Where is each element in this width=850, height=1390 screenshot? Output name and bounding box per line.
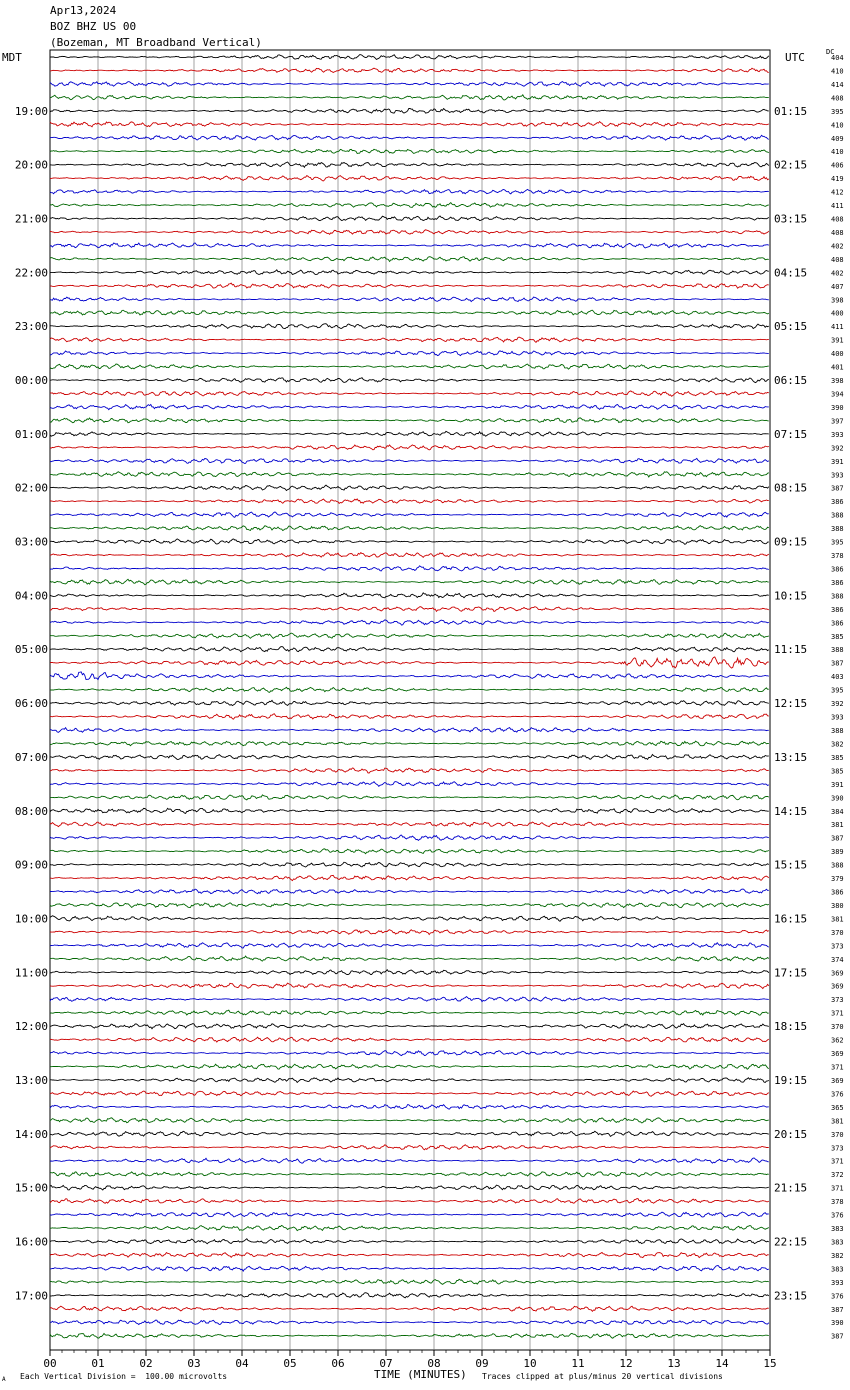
trace-line bbox=[50, 1145, 769, 1150]
left-hour-label: 15:00 bbox=[14, 1181, 48, 1195]
trace-line bbox=[50, 176, 769, 181]
dc-offset-label: 406 bbox=[831, 161, 844, 170]
dc-offset-label: 369 bbox=[831, 969, 844, 978]
dc-offset-label: 398 bbox=[831, 296, 844, 305]
trace-line bbox=[50, 526, 769, 531]
left-hour-label: 17:00 bbox=[14, 1289, 48, 1303]
corner-mark: A bbox=[2, 1376, 6, 1383]
trace-line bbox=[50, 916, 769, 922]
dc-offset-label: 393 bbox=[831, 471, 844, 480]
dc-offset-label: 411 bbox=[831, 202, 844, 211]
left-hour-label: 19:00 bbox=[14, 104, 48, 118]
left-timezone-label: MDT bbox=[2, 51, 22, 64]
trace-line bbox=[50, 189, 769, 194]
trace-line bbox=[50, 607, 769, 612]
trace-line bbox=[50, 135, 769, 140]
trace-line bbox=[50, 714, 769, 719]
trace-line bbox=[50, 391, 769, 396]
left-hour-label: 02:00 bbox=[14, 481, 48, 495]
trace-line bbox=[50, 270, 769, 275]
dc-offset-label: 402 bbox=[831, 269, 844, 278]
dc-offset-label: 373 bbox=[831, 1144, 844, 1153]
dc-offset-label: 388 bbox=[831, 861, 844, 870]
right-hour-label: 16:15 bbox=[774, 912, 808, 926]
dc-offset-label: 400 bbox=[831, 350, 844, 359]
trace-line bbox=[50, 458, 769, 463]
trace-line bbox=[50, 1091, 769, 1096]
trace-line bbox=[50, 203, 769, 208]
right-hour-label: 19:15 bbox=[774, 1073, 808, 1087]
dc-offset-label: 369 bbox=[831, 1050, 844, 1059]
trace-line bbox=[50, 1158, 769, 1163]
trace-line bbox=[50, 1064, 769, 1069]
dc-offset-label: 371 bbox=[831, 1009, 844, 1018]
dc-offset-label: 404 bbox=[831, 54, 844, 62]
trace-line bbox=[50, 1010, 769, 1015]
left-hour-label: 21:00 bbox=[14, 212, 48, 226]
trace-line bbox=[50, 672, 769, 680]
trace-line bbox=[50, 1306, 769, 1311]
right-hour-label: 09:15 bbox=[774, 535, 808, 549]
x-axis-label: TIME (MINUTES) bbox=[374, 1368, 467, 1381]
scale-note: Each Vertical Division = 100.00 microvolts bbox=[20, 1372, 228, 1381]
trace-line bbox=[50, 55, 769, 60]
right-hour-label: 21:15 bbox=[774, 1181, 808, 1195]
trace-line bbox=[50, 930, 769, 935]
dc-offset-label: 392 bbox=[831, 444, 844, 453]
trace-line bbox=[50, 808, 769, 813]
right-hour-label: 13:15 bbox=[774, 750, 808, 764]
trace-line bbox=[50, 795, 769, 800]
left-hour-label: 09:00 bbox=[14, 858, 48, 872]
trace-line bbox=[50, 68, 769, 72]
x-tick-label: 05 bbox=[283, 1357, 297, 1370]
trace-line bbox=[50, 835, 769, 840]
x-tick-label: 06 bbox=[331, 1357, 345, 1370]
dc-offset-label: 370 bbox=[831, 1023, 844, 1032]
dc-offset-label: 378 bbox=[831, 552, 844, 561]
dc-offset-label: 369 bbox=[831, 1076, 844, 1085]
station-description: (Bozeman, MT Broadband Vertical) bbox=[50, 36, 262, 49]
right-hour-label: 03:15 bbox=[774, 212, 808, 226]
dc-offset-label: 388 bbox=[831, 525, 844, 534]
trace-line bbox=[50, 512, 769, 517]
dc-offset-label: 387 bbox=[831, 484, 844, 493]
trace-line bbox=[50, 1266, 769, 1272]
dc-offset-label: 386 bbox=[831, 565, 844, 574]
trace-line bbox=[50, 620, 769, 625]
trace-line bbox=[50, 445, 769, 450]
x-tick-label: 11 bbox=[571, 1357, 585, 1370]
trace-line bbox=[50, 997, 769, 1002]
trace-line bbox=[50, 1279, 769, 1284]
trace-line bbox=[50, 499, 769, 504]
trace-line bbox=[50, 755, 769, 760]
dc-offset-label: 371 bbox=[831, 1157, 844, 1166]
trace-line bbox=[50, 149, 769, 153]
trace-line bbox=[50, 1105, 769, 1109]
left-hour-label: 07:00 bbox=[14, 750, 48, 764]
left-hour-label: 22:00 bbox=[14, 266, 48, 280]
dc-offset-label: 381 bbox=[831, 915, 844, 924]
dc-offset-label: 374 bbox=[831, 955, 844, 964]
dc-offset-label: 408 bbox=[831, 94, 844, 103]
x-tick-label: 00 bbox=[43, 1357, 57, 1370]
trace-line bbox=[50, 1253, 769, 1258]
trace-line bbox=[50, 1333, 769, 1338]
trace-line bbox=[50, 849, 769, 854]
trace-line bbox=[50, 647, 769, 652]
dc-offset-label: 384 bbox=[831, 807, 844, 816]
dc-offset-label: 395 bbox=[831, 686, 844, 695]
trace-line bbox=[50, 230, 769, 235]
dc-offset-label: 365 bbox=[831, 1103, 844, 1112]
station-label: BOZ BHZ US 00 bbox=[50, 20, 137, 33]
dc-offset-label: 362 bbox=[831, 1036, 844, 1045]
trace-line bbox=[50, 741, 769, 746]
dc-offset-label: 386 bbox=[831, 888, 844, 897]
trace-line bbox=[50, 283, 769, 288]
trace-line bbox=[50, 122, 769, 127]
dc-offset-label: 402 bbox=[831, 242, 844, 251]
left-hour-label: 23:00 bbox=[14, 320, 48, 334]
trace-line bbox=[50, 903, 769, 908]
dc-offset-label: 382 bbox=[831, 740, 844, 749]
trace-line bbox=[50, 1239, 769, 1244]
dc-offset-label: 400 bbox=[831, 309, 844, 318]
dc-offset-label: 370 bbox=[831, 928, 844, 937]
trace-line bbox=[50, 687, 769, 692]
trace-line bbox=[50, 310, 769, 315]
dc-offset-label: 385 bbox=[831, 753, 844, 762]
left-hour-label: 01:00 bbox=[14, 427, 48, 441]
clip-note: Traces clipped at plus/minus 20 vertical divisions bbox=[482, 1372, 723, 1381]
dc-offset-label: 398 bbox=[831, 377, 844, 386]
dc-offset-label: 391 bbox=[831, 780, 844, 789]
dc-offset-label: 385 bbox=[831, 767, 844, 776]
dc-offset-label: 383 bbox=[831, 1265, 844, 1274]
right-hour-label: 14:15 bbox=[774, 804, 808, 818]
right-hour-label: 11:15 bbox=[774, 643, 808, 657]
dc-offset-label: 401 bbox=[831, 363, 844, 372]
trace-line bbox=[50, 875, 769, 880]
right-hour-label: 10:15 bbox=[774, 589, 808, 603]
trace-line bbox=[50, 378, 769, 383]
dc-offset-label: 382 bbox=[831, 1251, 844, 1260]
trace-line bbox=[50, 82, 769, 87]
trace-line bbox=[50, 822, 769, 827]
trace-line bbox=[50, 768, 769, 773]
dc-offset-label: 379 bbox=[831, 875, 844, 884]
trace-line bbox=[50, 782, 769, 787]
left-hour-label: 20:00 bbox=[14, 158, 48, 172]
x-tick-label: 03 bbox=[187, 1357, 201, 1370]
trace-line bbox=[50, 889, 769, 894]
trace-line bbox=[50, 1131, 769, 1136]
trace-line bbox=[50, 1037, 769, 1042]
dc-offset-label: 395 bbox=[831, 538, 844, 547]
x-tick-label: 12 bbox=[619, 1357, 633, 1370]
x-tick-label: 02 bbox=[139, 1357, 153, 1370]
right-hour-label: 07:15 bbox=[774, 427, 808, 441]
dc-offset-label: 386 bbox=[831, 498, 844, 507]
right-hour-label: 23:15 bbox=[774, 1289, 808, 1303]
left-hour-label: 10:00 bbox=[14, 912, 48, 926]
trace-line bbox=[50, 324, 769, 329]
dc-offset-label: 373 bbox=[831, 942, 844, 951]
trace-line bbox=[50, 983, 769, 988]
left-hour-label: 06:00 bbox=[14, 697, 48, 711]
dc-offset-label: 383 bbox=[831, 1225, 844, 1234]
right-timezone-label: UTC bbox=[785, 51, 805, 64]
x-tick-label: 09 bbox=[475, 1357, 489, 1370]
left-hour-label: 05:00 bbox=[14, 643, 48, 657]
dc-offset-label: 408 bbox=[831, 228, 844, 237]
dc-offset-label: 371 bbox=[831, 1063, 844, 1072]
x-tick-label: 07 bbox=[379, 1357, 393, 1370]
dc-offset-label: 381 bbox=[831, 1117, 844, 1126]
dc-label: DC bbox=[826, 48, 835, 56]
dc-offset-label: 376 bbox=[831, 1211, 844, 1220]
trace-line bbox=[50, 566, 769, 571]
right-hour-label: 05:15 bbox=[774, 320, 808, 334]
dc-offset-label: 403 bbox=[831, 673, 844, 682]
right-hour-label: 01:15 bbox=[774, 104, 808, 118]
dc-offset-label: 412 bbox=[831, 188, 844, 197]
x-tick-label: 04 bbox=[235, 1357, 249, 1370]
dc-offset-label: 388 bbox=[831, 727, 844, 735]
x-tick-label: 13 bbox=[667, 1357, 681, 1370]
dc-offset-label: 376 bbox=[831, 1090, 844, 1099]
x-tick-label: 10 bbox=[523, 1357, 537, 1370]
right-hour-label: 20:15 bbox=[774, 1127, 808, 1141]
dc-offset-label: 391 bbox=[831, 457, 844, 466]
right-hour-label: 06:15 bbox=[774, 374, 808, 388]
left-hour-label: 11:00 bbox=[14, 966, 48, 980]
dc-offset-label: 392 bbox=[831, 700, 844, 709]
dc-offset-label: 397 bbox=[831, 417, 844, 426]
left-hour-label: 12:00 bbox=[14, 1020, 48, 1034]
dc-offset-label: 390 bbox=[831, 794, 844, 803]
right-hour-label: 17:15 bbox=[774, 966, 808, 980]
trace-line bbox=[50, 593, 769, 598]
dc-offset-label: 411 bbox=[831, 323, 844, 332]
dc-offset-label: 414 bbox=[831, 80, 844, 89]
dc-offset-label: 419 bbox=[831, 175, 844, 184]
trace-line bbox=[50, 728, 769, 733]
dc-offset-label: 380 bbox=[831, 901, 844, 910]
date-label: Apr13,2024 bbox=[50, 4, 117, 17]
dc-offset-label: 385 bbox=[831, 632, 844, 641]
x-tick-label: 08 bbox=[427, 1357, 441, 1370]
trace-line bbox=[50, 418, 769, 423]
trace-line bbox=[50, 539, 769, 544]
dc-offset-label: 391 bbox=[831, 336, 844, 345]
trace-line bbox=[50, 297, 769, 302]
dc-offset-label: 371 bbox=[831, 1184, 844, 1193]
trace-line bbox=[50, 862, 769, 867]
dc-offset-label: 407 bbox=[831, 282, 844, 291]
dc-offset-label: 408 bbox=[831, 255, 844, 264]
left-hour-label: 16:00 bbox=[14, 1235, 48, 1249]
trace-line bbox=[50, 657, 769, 668]
dc-offset-label: 410 bbox=[831, 121, 844, 130]
dc-offset-label: 393 bbox=[831, 1278, 844, 1287]
trace-line bbox=[50, 1051, 769, 1056]
trace-line bbox=[50, 553, 769, 558]
trace-line bbox=[50, 243, 769, 248]
trace-line bbox=[50, 1078, 769, 1083]
trace-line bbox=[50, 162, 769, 167]
dc-offset-label: 372 bbox=[831, 1171, 844, 1180]
dc-offset-label: 373 bbox=[831, 996, 844, 1005]
trace-line bbox=[50, 1320, 769, 1324]
dc-offset-label: 387 bbox=[831, 1332, 844, 1341]
trace-line bbox=[50, 970, 769, 975]
dc-offset-label: 410 bbox=[831, 148, 844, 157]
trace-line bbox=[50, 1024, 769, 1029]
dc-offset-label: 394 bbox=[831, 390, 844, 399]
x-tick-label: 14 bbox=[715, 1357, 729, 1370]
dc-offset-label: 388 bbox=[831, 511, 844, 520]
dc-offset-label: 387 bbox=[831, 659, 844, 668]
right-hour-label: 08:15 bbox=[774, 481, 808, 495]
dc-offset-label: 387 bbox=[831, 834, 844, 843]
dc-offset-label: 390 bbox=[831, 1319, 844, 1328]
trace-line bbox=[50, 1118, 769, 1123]
trace-line bbox=[50, 1293, 769, 1298]
trace-line bbox=[50, 1212, 769, 1217]
trace-line bbox=[50, 257, 769, 262]
trace-line bbox=[50, 351, 769, 356]
right-hour-label: 15:15 bbox=[774, 858, 808, 872]
dc-offset-label: 386 bbox=[831, 605, 844, 614]
trace-line bbox=[50, 485, 769, 490]
left-hour-label: 14:00 bbox=[14, 1127, 48, 1141]
dc-offset-label: 378 bbox=[831, 1198, 844, 1207]
dc-offset-label: 386 bbox=[831, 619, 844, 628]
left-hour-label: 03:00 bbox=[14, 535, 48, 549]
right-hour-label: 12:15 bbox=[774, 697, 808, 711]
dc-offset-label: 369 bbox=[831, 982, 844, 991]
right-hour-label: 18:15 bbox=[774, 1020, 808, 1034]
trace-line bbox=[50, 1185, 769, 1190]
trace-line bbox=[50, 431, 769, 436]
dc-offset-label: 376 bbox=[831, 1292, 844, 1301]
trace-line bbox=[50, 472, 769, 477]
right-hour-label: 02:15 bbox=[774, 158, 808, 172]
dc-offset-label: 386 bbox=[831, 578, 844, 587]
trace-line bbox=[50, 943, 769, 948]
left-hour-label: 04:00 bbox=[14, 589, 48, 603]
x-tick-label: 01 bbox=[91, 1357, 105, 1370]
trace-line bbox=[50, 1199, 769, 1204]
left-hour-label: 13:00 bbox=[14, 1073, 48, 1087]
trace-line bbox=[50, 364, 769, 369]
left-hour-label: 08:00 bbox=[14, 804, 48, 818]
trace-line bbox=[50, 1172, 769, 1177]
trace-line bbox=[50, 956, 769, 961]
dc-offset-label: 389 bbox=[831, 848, 844, 857]
dc-offset-label: 381 bbox=[831, 821, 844, 830]
trace-line bbox=[50, 337, 769, 342]
dc-offset-label: 387 bbox=[831, 1305, 844, 1314]
left-hour-label: 00:00 bbox=[14, 374, 48, 388]
dc-offset-label: 390 bbox=[831, 403, 844, 412]
trace-line bbox=[50, 405, 769, 410]
trace-line bbox=[50, 579, 769, 584]
trace-line bbox=[50, 1225, 769, 1230]
dc-offset-label: 370 bbox=[831, 1130, 844, 1139]
dc-offset-label: 383 bbox=[831, 1238, 844, 1247]
trace-line bbox=[50, 109, 769, 114]
dc-offset-label: 393 bbox=[831, 713, 844, 722]
dc-offset-label: 408 bbox=[831, 215, 844, 224]
dc-offset-label: 388 bbox=[831, 592, 844, 601]
trace-line bbox=[50, 216, 769, 221]
trace-line bbox=[50, 95, 769, 100]
dc-offset-label: 388 bbox=[831, 646, 844, 655]
dc-offset-label: 393 bbox=[831, 430, 844, 439]
trace-line bbox=[50, 700, 769, 705]
dc-offset-label: 409 bbox=[831, 134, 844, 143]
dc-offset-label: 410 bbox=[831, 67, 844, 76]
x-tick-label: 15 bbox=[763, 1357, 777, 1370]
trace-line bbox=[50, 633, 769, 638]
right-hour-label: 22:15 bbox=[774, 1235, 808, 1249]
dc-offset-label: 395 bbox=[831, 107, 844, 116]
right-hour-label: 04:15 bbox=[774, 266, 808, 280]
